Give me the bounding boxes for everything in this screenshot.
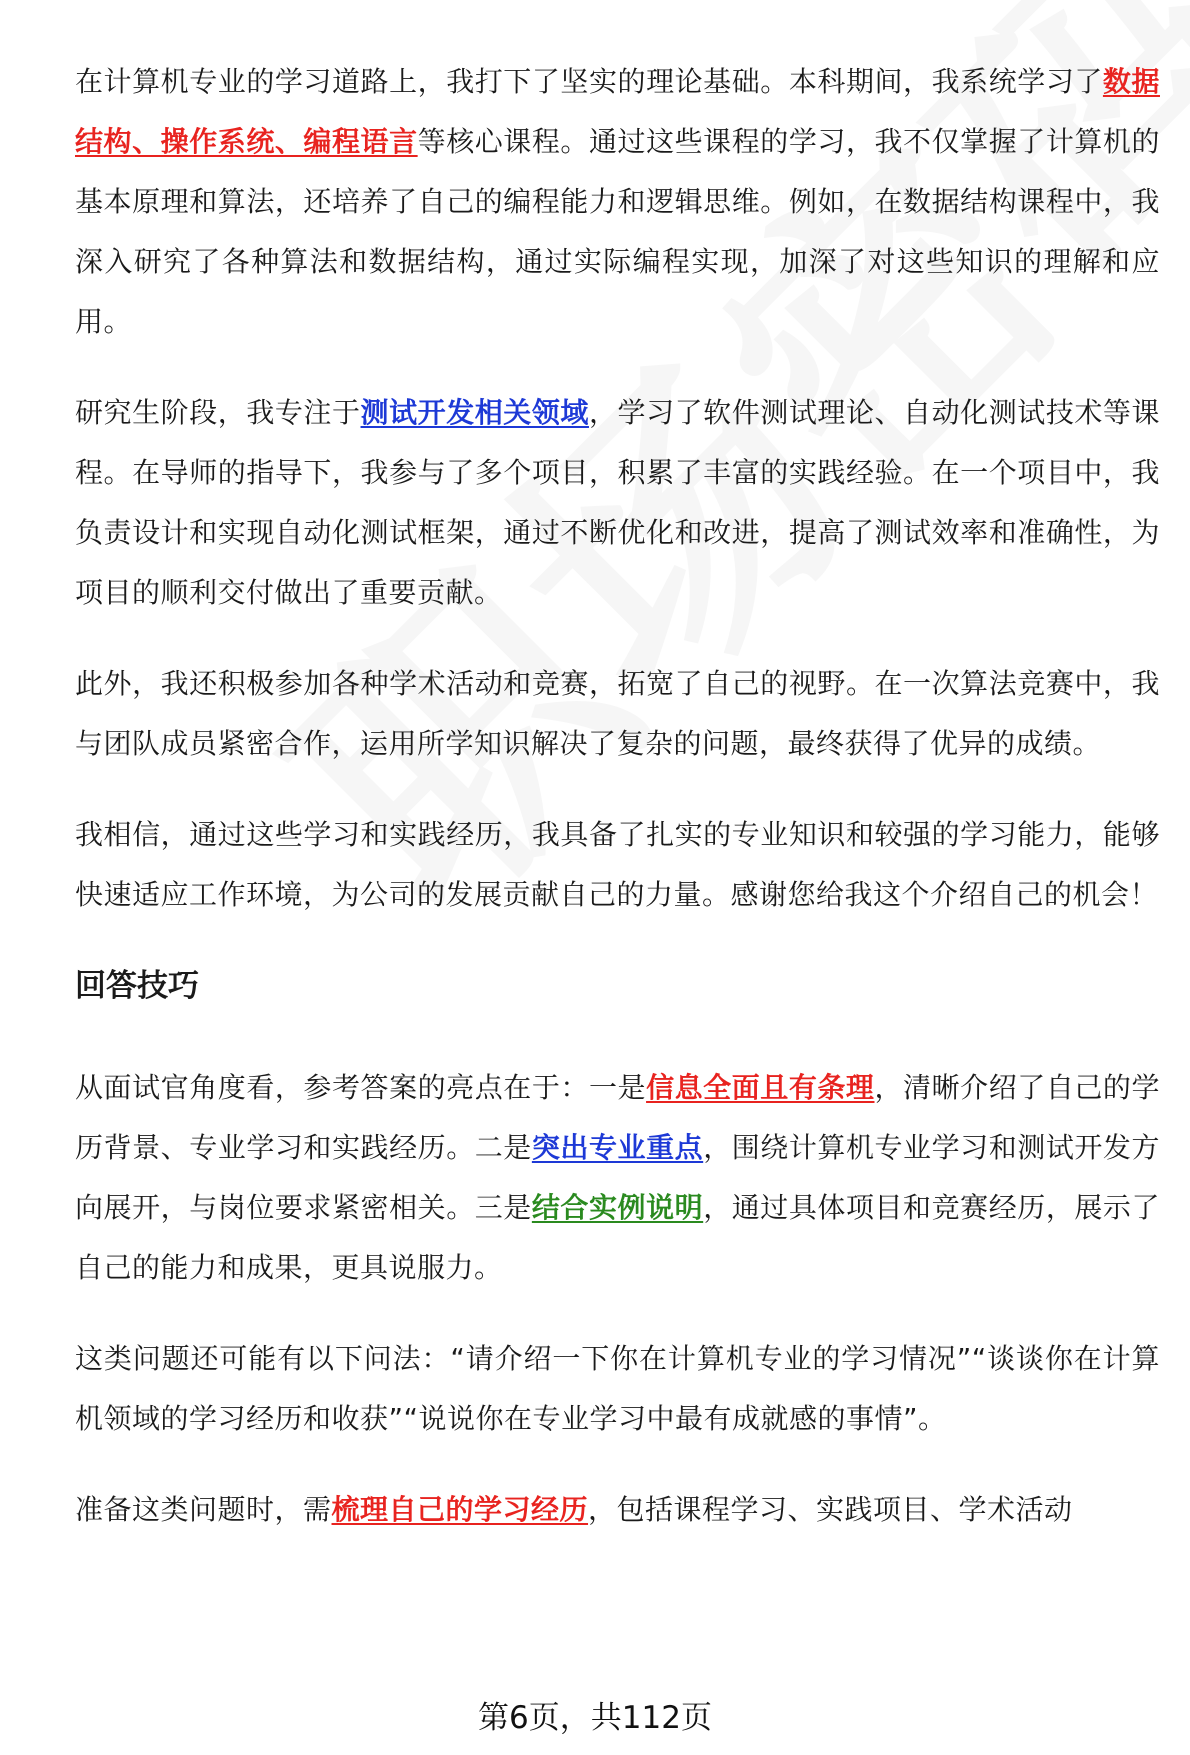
paragraph	[75, 1480, 1160, 1540]
text-run: 我相信，通过这些学习和实践经历，我具备了扎实的专业知识和较强的学习能力，能够快速适应工作环境，为公司的发展贡献自己的力量。感谢您给我这个介绍自己的机会！	[75, 818, 1160, 911]
text-run: 等核心课程。通过这些课程的学习，我不仅掌握了计算机的基本原理和算法，还培养了自己的编程能力和逻辑思维。例如，在数据结构课程中，我深入研究了各种算法和数据结构，通过实际编程实现，加深了对这些知识的理解和应用。	[75, 125, 1160, 338]
paragraph	[75, 654, 1160, 774]
paragraph	[75, 1058, 1160, 1298]
text-run: 在计算机专业的学习道路上，我打下了坚实的理论基础。本科期间，我系统学习了	[75, 65, 1103, 98]
text-run: 此外，我还积极参加各种学术活动和竞赛，拓宽了自己的视野。在一次算法竞赛中，我与团队成员紧密合作，运用所学知识解决了复杂的问题，最终获得了优异的成绩。	[75, 667, 1160, 760]
text-run: 研究生阶段，我专注于	[75, 396, 361, 429]
text-run: ，通过具体项目和竞赛经历，展示了自己的能力和成果，更具说服力。	[75, 1191, 1160, 1284]
text-run: ，包括课程学习、实践项目、学术活动	[588, 1493, 1073, 1526]
text-run: 这类问题还可能有以下问法：“请介绍一下你在计算机专业的学习情况”“谈谈你在计算机领域的学习经历和收获”“说说你在专业学习中最有成就感的事情”。	[75, 1342, 1160, 1435]
paragraph	[75, 383, 1160, 623]
content-area	[75, 52, 1160, 1571]
section-heading: 回答技巧	[75, 968, 199, 1004]
answer-body	[75, 52, 1160, 925]
text-run: 准备这类问题时，需	[75, 1493, 332, 1526]
tips-body	[75, 1058, 1160, 1540]
text-run: ，清晰介绍了自己的学历背景、专业学习和实践经历。二是	[75, 1071, 1160, 1164]
highlight-blue: 突出专业重点	[531, 1131, 704, 1164]
paragraph	[75, 1329, 1160, 1449]
highlight-green: 结合实例说明	[531, 1191, 704, 1224]
text-run: ，围绕计算机专业学习和测试开发方向展开，与岗位要求紧密相关。三是	[75, 1131, 1160, 1224]
paragraph	[75, 805, 1160, 925]
highlight-red: 信息全面且有条理	[646, 1071, 875, 1104]
highlight-blue: 测试开发相关领域	[360, 396, 589, 429]
highlight-red: 数据结构、操作系统、编程语言	[75, 65, 1160, 158]
text-run: ，学习了软件测试理论、自动化测试技术等课程。在导师的指导下，我参与了多个项目，积累了丰富的实践经验。在一个项目中，我负责设计和实现自动化测试框架，通过不断优化和改进，提高了测试效率和准确性，为项目的顺利交付做出了重要贡献。	[75, 396, 1160, 609]
text-run: 从面试官角度看，参考答案的亮点在于：一是	[75, 1071, 647, 1104]
page-number: 第6页，共112页	[478, 1700, 712, 1736]
paragraph	[75, 52, 1160, 352]
highlight-red: 梳理自己的学习经历	[331, 1493, 589, 1526]
